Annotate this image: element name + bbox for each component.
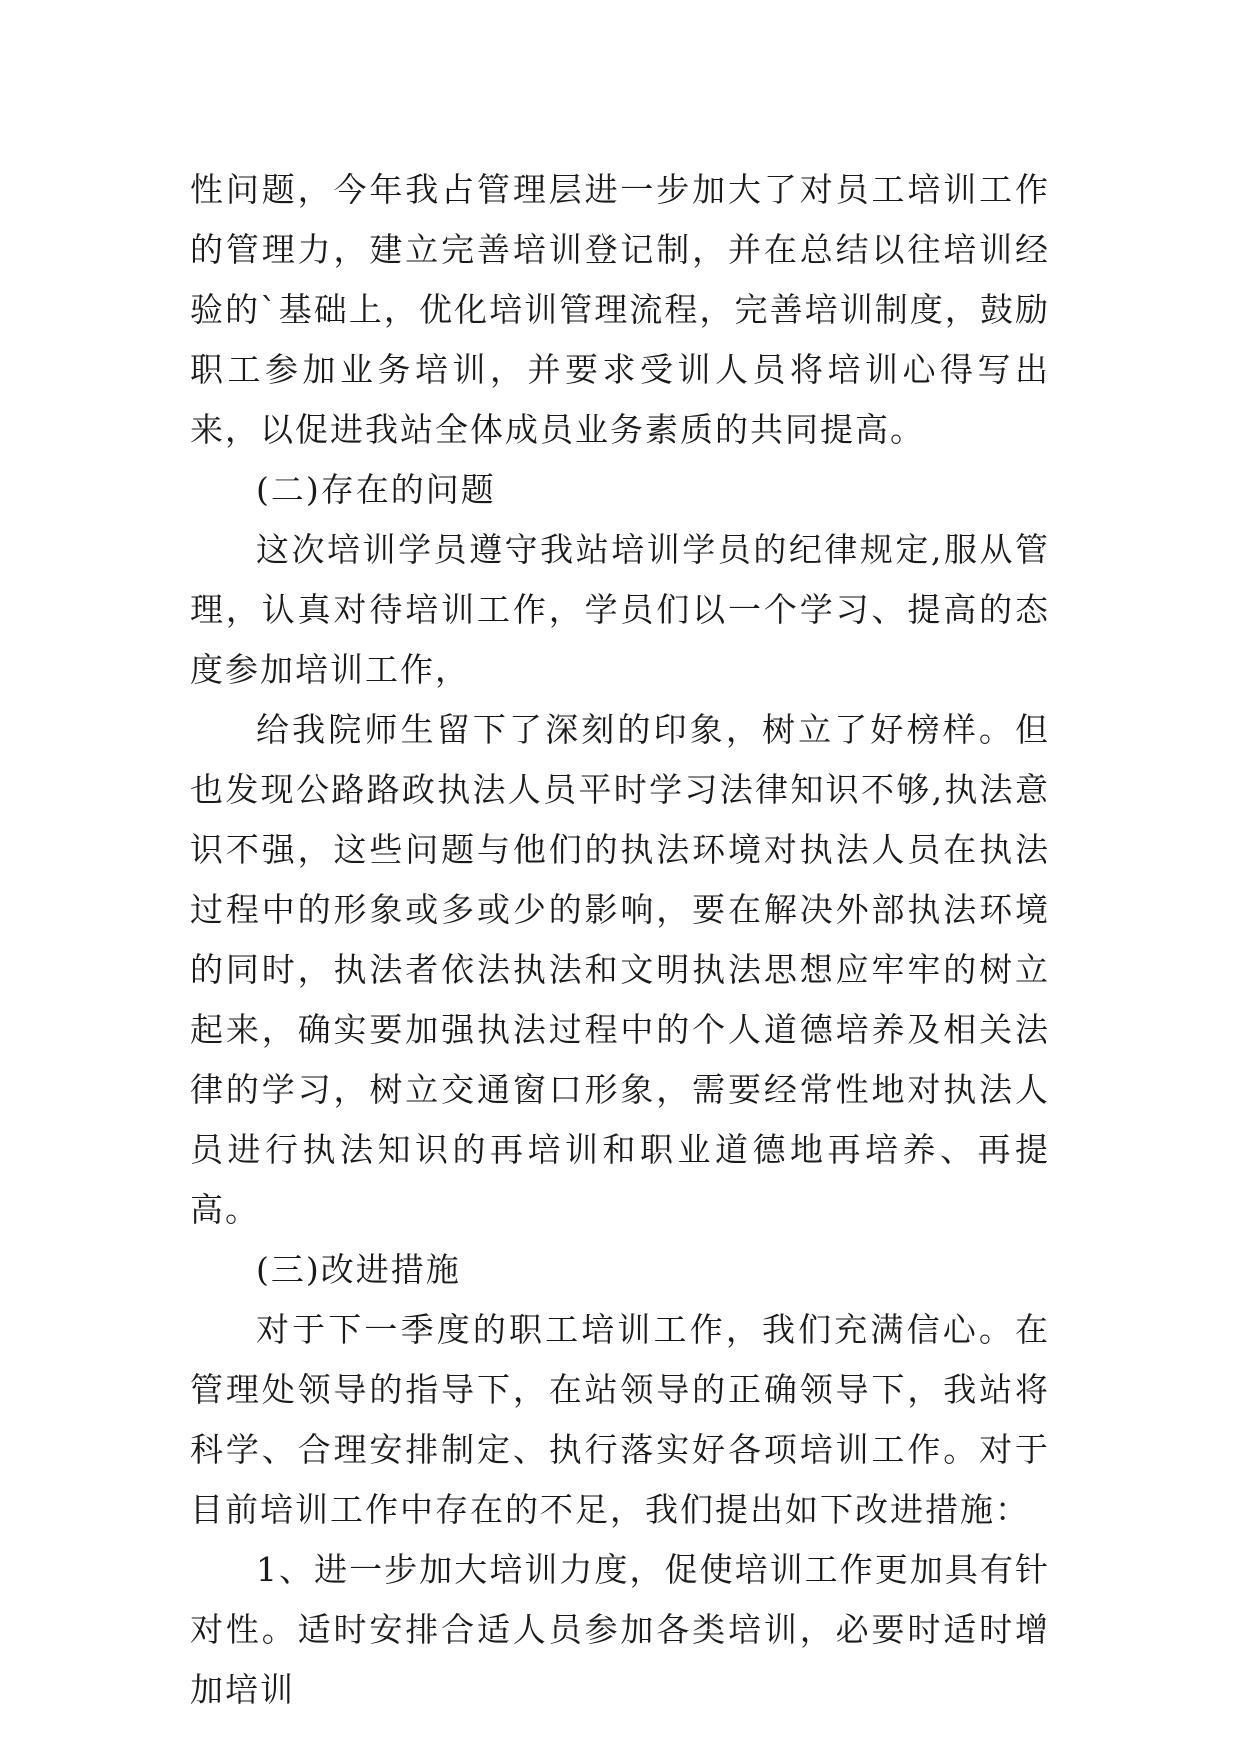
paragraph-impression: 给我院师生留下了深刻的印象，树立了好榜样。但也发现公路路政执法人员平时学习法律知识不够,执法意识不强，这些问题与他们的执法环境对执法人员在执法过程中的形象或多或少的影响，要在解决外部执法环境的同时，执法者依法执法和文明执法思想应牢牢的树立起来，确实要加强执法过程中的个人道德培养及相关法律的学习，树立交通窗口形象，需要经常性地对执法人员进行执法知识的再培训和职业道德地再培养、再提高。 [190,710,1050,1229]
document-body [190,160,1050,1720]
paragraph-next-quarter: 对于下一季度的职工培训工作，我们充满信心。在管理处领导的指导下，在站领导的正确领导下，我站将科学、合理安排制定、执行落实好各项培训工作。对于目前培训工作中存在的不足，我们提出如下改进措施： [190,1310,1050,1529]
paragraph-discipline: 这次培训学员遵守我站培训学员的纪律规定,服从管理，认真对待培训工作，学员们以一个学习、提高的态度参加培训工作， [190,530,1050,689]
paragraph-measure-1: 1、进一步加大培训力度，促使培训工作更加具有针对性。适时安排合适人员参加各类培训，必要时适时增加培训 [190,1550,1050,1709]
section-heading-problems: (二)存在的问题 [256,470,496,509]
paragraph-continuation: 性问题，今年我占管理层进一步加大了对员工培训工作的管理力，建立完善培训登记制，并在总结以往培训经验的`基础上，优化培训管理流程，完善培训制度，鼓励职工参加业务培训，并要求受训人员将培训心得写出来，以促进我站全体成员业务素质的共同提高。 [190,170,1050,449]
section-heading-improvements: (三)改进措施 [256,1250,461,1289]
